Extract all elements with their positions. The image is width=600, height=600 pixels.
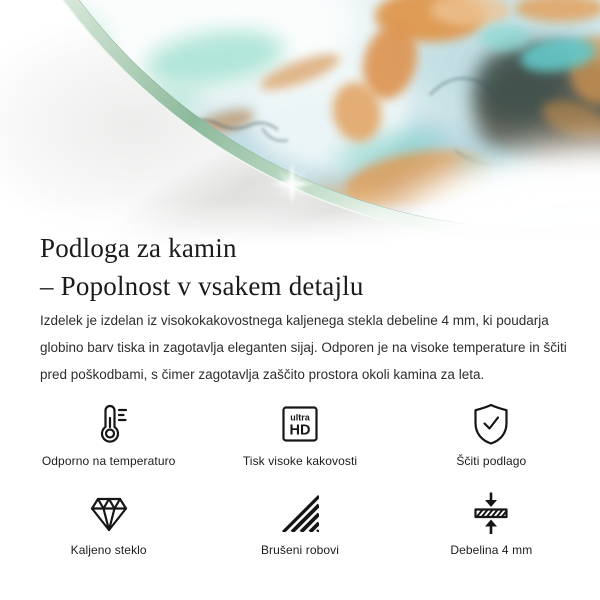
feature-label: Brušeni robovi <box>260 543 340 557</box>
feature-label: Tisk visoke kakovosti <box>242 454 358 468</box>
features-grid <box>0 399 600 557</box>
feature-thickness <box>396 488 587 557</box>
page-title-line2: – Popolnost v vsakem detajlu <box>40 271 364 301</box>
feature-polished-edges <box>204 488 395 557</box>
feature-label: Ščiti podlago <box>456 454 527 468</box>
feature-label: Debelina 4 mm <box>450 543 533 557</box>
thickness-icon <box>466 488 516 538</box>
page-title <box>40 229 570 305</box>
feature-temperature-resistant <box>13 399 204 468</box>
beveled-edges-icon <box>275 488 325 538</box>
ultra-hd-icon <box>275 399 325 449</box>
ultra-label: ultra <box>290 412 310 423</box>
feature-tempered-glass <box>13 488 204 557</box>
feature-print-quality <box>204 399 395 468</box>
shield-check-icon <box>466 399 516 449</box>
hd-label: HD <box>289 422 311 439</box>
feature-protects-surface <box>396 399 587 468</box>
product-photo <box>0 0 600 246</box>
glass-panel-image <box>0 0 600 246</box>
feature-label: Odporno na temperaturo <box>41 454 176 468</box>
product-description: Izdelek je izdelan iz visokokakovostnega kaljenega stekla debeline 4 mm, ki poudarja globino barv tiska in zagotavlja eleganten sijaj. Odporen je na visoke temperature in ščiti pred poškodbami, s čimer zagotavlja zaščito prostora okoli kamina za leta. <box>40 313 567 382</box>
diamond-icon <box>84 488 134 538</box>
feature-label: Kaljeno steklo <box>70 543 147 557</box>
page-title-line1: Podloga za kamin <box>40 233 237 263</box>
thermometer-icon <box>84 399 134 449</box>
